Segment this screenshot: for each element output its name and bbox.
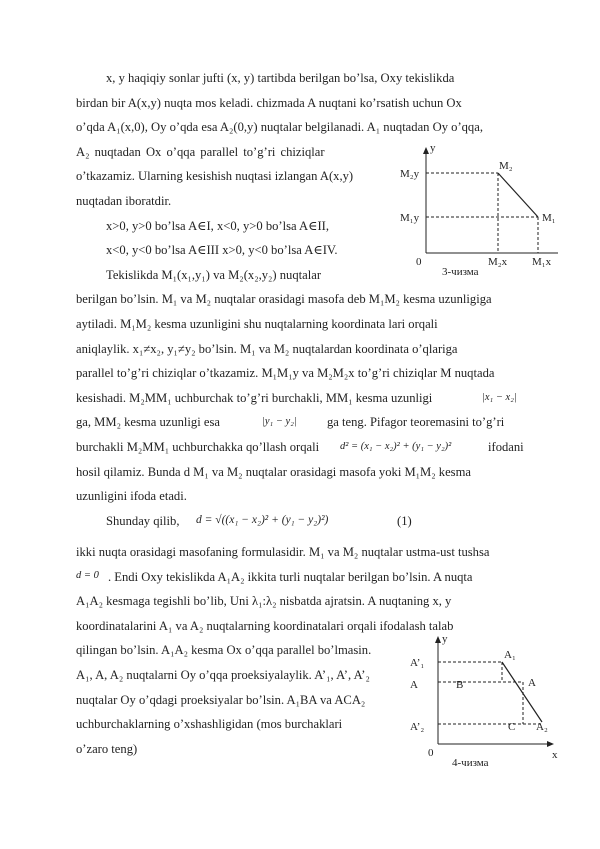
figure-caption: 3-чизма: [442, 266, 479, 276]
origin-label: 0: [428, 747, 434, 759]
text-fragment: [76, 410, 276, 435]
formula-distance: d = √((x₁ − x₂)² + (y₁ − y₂)²): [196, 514, 329, 526]
paragraph-projections: [76, 663, 406, 761]
equation-number: [397, 509, 437, 534]
y-axis-arrow-icon: [423, 147, 429, 154]
label-b: B: [456, 679, 464, 691]
label-a1-prime: A’₁: [410, 657, 425, 669]
text-line: hosil qilamiz. Bunda d M₁ va M₂ nuqtalar orasidagi masofa yoki M₁M₂ kesma: [76, 464, 471, 479]
text-line: ga, MM₂ kesma uzunligi esa: [76, 415, 220, 430]
text-line: koordinatalarini A₁ va A₂ nuqtalarning koordinatalari orqali ifodalash talab: [76, 618, 454, 633]
text-line: x, y haqiqiy sonlar jufti (x, y) tartibda berilgan bo’lsa, Oxy tekislikda: [106, 71, 455, 85]
text-line: x<0, y<0 bo’lsa A∈III x>0, y<0 bo’lsa A∈IV.: [106, 243, 338, 258]
label-m1y: M₁y: [400, 212, 420, 224]
text-line: parallel to’g’ri chiziqlar o’tkazamiz. M₁M₁y va M₂M₂x to’g’ri chiziqlar M nuqtada: [76, 366, 495, 381]
text-line: nuqtadan iboratdir.: [76, 193, 172, 208]
label-m2: M₂: [499, 160, 513, 172]
text-line: birdan bir A(x,y) nuqta mos keladi. chizmada A nuqtani ko’rsatish uchun Ox: [76, 95, 462, 110]
label-a1: A₁: [504, 649, 516, 661]
label-m2x: M₂x: [488, 256, 508, 268]
text-fragment: [76, 435, 336, 460]
text-line: A₂ nuqtadan Ox o’qqa parallel to’g’ri chiziqlar: [76, 144, 325, 159]
label-c: C: [508, 721, 516, 733]
figure-4-diagram: [410, 634, 570, 768]
text-line: uzunligini ifoda etadi.: [76, 489, 187, 504]
x-axis-label: x: [552, 749, 558, 761]
text-fragment: [108, 565, 528, 590]
text-line: ga teng. Pifagor teoremasini to’g’ri: [327, 415, 505, 430]
text-fragment: [76, 509, 196, 534]
text-line: (1): [397, 514, 412, 528]
text-line: x>0, y>0 bo’lsa A∈I, x<0, y>0 bo’lsa A∈II,: [106, 218, 329, 233]
text-line: o’zaro teng): [76, 741, 138, 756]
text-line: o’qda A₁(x,0), Oy o’qda esa A₂(0,y) nuqtalar belgilanadi. A₁ nuqtadan Oy o’qqa,: [76, 120, 483, 135]
label-a2-prime: A’₂: [410, 721, 425, 733]
paragraph-coordinates-cont: [76, 140, 386, 288]
text-line: Shunday qilib,: [106, 514, 180, 528]
label-m1: M₁: [542, 212, 556, 224]
segment-a1a2: [502, 662, 542, 722]
origin-label: 0: [416, 256, 422, 268]
formula-pythagoras: d² = (x₁ − x₂)² + (y₁ − y₂)²: [340, 441, 452, 452]
text-line: ikki nuqta orasidagi masofaning formulasidir. M₁ va M₂ nuqtalar ustma-ust tushsa: [76, 545, 490, 559]
text-line: A₁, A, A₂ nuqtalarni Oy o’qqa proeksiyalaylik. A’₁, A’, A’₂: [76, 668, 370, 682]
label-a: A: [528, 677, 536, 689]
y-axis-label: y: [442, 634, 448, 645]
x-axis-arrow-icon: [547, 741, 554, 747]
paragraph-formula-desc: [76, 540, 528, 565]
text-line: aniqlaylik. x₁≠x₂, y₁≠y₂ bo’lsin. M₁ va M₂ nuqtalardan koordinata o’qlariga: [76, 341, 458, 356]
y-axis-arrow-icon: [435, 636, 441, 643]
formula-zero: d = 0: [76, 570, 99, 581]
text-line: qilingan bo’lsin. A₁A₂ kesma Ox o’qqa parallel bo’lmasin.: [76, 643, 372, 658]
label-a-prime: A: [410, 679, 418, 691]
paragraph-coordinates: [76, 66, 528, 140]
figure-3-diagram: [398, 141, 568, 276]
segment-m1m2: [498, 173, 538, 217]
text-line: ifodani: [488, 440, 524, 454]
y-axis-label: y: [430, 142, 436, 154]
formula-abs-x: |x₁ − x₂|: [482, 392, 517, 403]
label-m2y: M₂y: [400, 168, 420, 180]
text-line: kesishadi. M₂MM₁ uchburchak to’g’ri burchakli, MM₁ kesma uzunligi: [76, 390, 433, 405]
paragraph-d-meaning: [76, 460, 528, 509]
figure-caption: 4-чизма: [452, 757, 489, 768]
text-line: nuqtalar Oy o’qdagi proeksiyalar bo’lsin. A₁BA va ACA₂: [76, 692, 366, 707]
text-line: aytiladi. M₁M₂ kesma uzunligini shu nuqtalarning koordinata lari orqali: [76, 316, 438, 331]
text-line: burchakli M₂MM₁ uchburchakka qo’llash orqali: [76, 440, 320, 454]
text-line: o’tkazamiz. Ularning kesishish nuqtasi izlangan A(x,y): [76, 169, 354, 184]
paragraph-distance: [76, 287, 528, 410]
text-line: A₁A₂ kesmaga tegishli bo’lib, Uni λ₁:λ₂ nisbatda ajratsin. A nuqtaning x, y: [76, 594, 452, 609]
text-fragment: [488, 435, 528, 460]
text-line: Tekislikda M₁(x₁,y₁) va M₂(x₂,y₂) nuqtalar: [106, 267, 322, 282]
text-line: . Endi Oxy tekislikda A₁A₂ ikkita turli nuqtalar berilgan bo’lsin. A nuqta: [108, 569, 473, 584]
label-a2: A₂: [536, 721, 548, 733]
text-line: berilgan bo’lsin. M₁ va M₂ nuqtalar orasidagi masofa deb M₁M₂ kesma uzunligiga: [76, 292, 492, 307]
label-m1x: M₁x: [532, 256, 552, 268]
formula-abs-y: |y₁ − y₂|: [262, 416, 297, 427]
text-fragment: [327, 410, 528, 435]
text-line: uchburchaklarning o’xshashligidan (mos burchaklari: [76, 717, 343, 732]
